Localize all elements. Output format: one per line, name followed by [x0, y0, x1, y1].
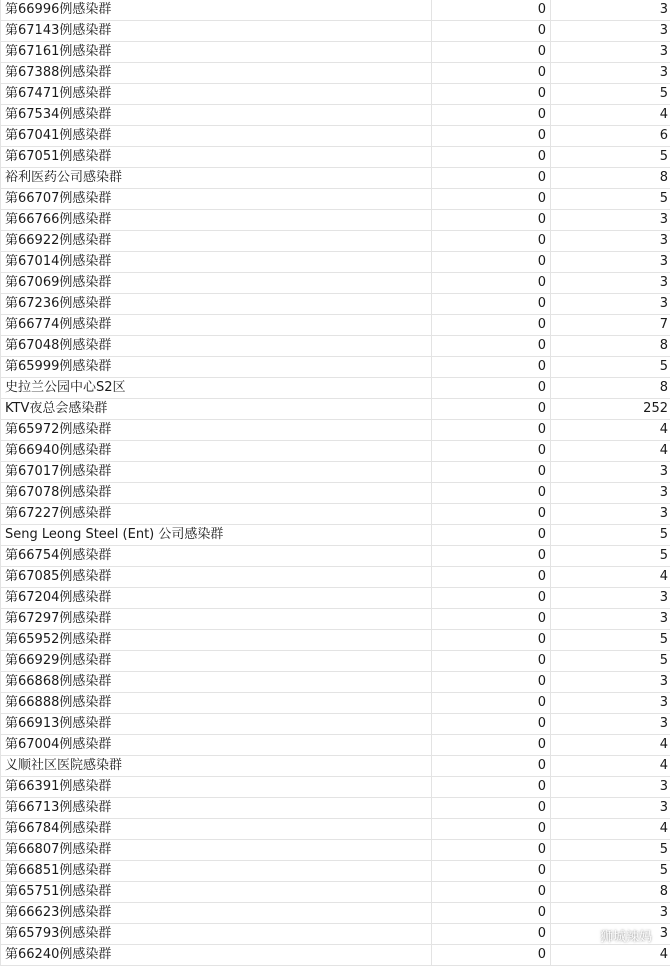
table-row — [1, 294, 670, 315]
table-row — [1, 357, 670, 378]
cluster-name-cell: 史拉兰公园中心S2区 — [1, 378, 432, 399]
value-a-cell: 0 — [432, 273, 551, 294]
value-b-cell: 5 — [551, 357, 670, 378]
table-row — [1, 378, 670, 399]
cluster-name-cell: 第67069例感染群 — [1, 273, 432, 294]
table-row — [1, 21, 670, 42]
table-row — [1, 189, 670, 210]
value-b-cell: 5 — [551, 546, 670, 567]
value-b-cell: 5 — [551, 630, 670, 651]
cluster-name-cell: 第67471例感染群 — [1, 84, 432, 105]
value-a-cell: 0 — [432, 252, 551, 273]
table-row — [1, 735, 670, 756]
value-a-cell: 0 — [432, 210, 551, 231]
cluster-name-cell: 第66851例感染群 — [1, 861, 432, 882]
value-b-cell: 6 — [551, 126, 670, 147]
cluster-name-cell: 第67143例感染群 — [1, 21, 432, 42]
cluster-name-cell: 义顺社区医院感染群 — [1, 756, 432, 777]
cluster-name-cell: 第66929例感染群 — [1, 651, 432, 672]
cluster-name-cell: 第65793例感染群 — [1, 924, 432, 945]
table-row — [1, 336, 670, 357]
cluster-name-cell: 第67014例感染群 — [1, 252, 432, 273]
value-a-cell: 0 — [432, 714, 551, 735]
cluster-name-cell: 第67227例感染群 — [1, 504, 432, 525]
value-b-cell: 3 — [551, 294, 670, 315]
cluster-name-cell: 第66996例感染群 — [1, 0, 432, 21]
value-b-cell: 8 — [551, 336, 670, 357]
value-a-cell: 0 — [432, 840, 551, 861]
value-b-cell: 5 — [551, 840, 670, 861]
value-a-cell: 0 — [432, 315, 551, 336]
value-b-cell: 3 — [551, 273, 670, 294]
table-row — [1, 231, 670, 252]
cluster-name-cell: 第67297例感染群 — [1, 609, 432, 630]
value-a-cell: 0 — [432, 546, 551, 567]
table-row — [1, 903, 670, 924]
table-row — [1, 609, 670, 630]
table-row — [1, 924, 670, 945]
watermark-text: 狮城辣妈 — [599, 930, 652, 945]
value-a-cell: 0 — [432, 189, 551, 210]
value-a-cell: 0 — [432, 420, 551, 441]
cluster-name-cell: 第67041例感染群 — [1, 126, 432, 147]
cluster-name-cell: 第67051例感染群 — [1, 147, 432, 168]
value-a-cell: 0 — [432, 735, 551, 756]
table-row — [1, 693, 670, 714]
cluster-name-cell: 第67534例感染群 — [1, 105, 432, 126]
value-b-cell: 5 — [551, 147, 670, 168]
value-b-cell: 4 — [551, 756, 670, 777]
value-a-cell: 0 — [432, 819, 551, 840]
table-row — [1, 672, 670, 693]
cluster-name-cell: 第66888例感染群 — [1, 693, 432, 714]
table-row — [1, 273, 670, 294]
cluster-name-cell: KTV夜总会感染群 — [1, 399, 432, 420]
value-a-cell: 0 — [432, 630, 551, 651]
cluster-name-cell: 第65952例感染群 — [1, 630, 432, 651]
value-b-cell: 4 — [551, 420, 670, 441]
value-a-cell: 0 — [432, 777, 551, 798]
value-b-cell: 3 — [551, 0, 670, 21]
cluster-name-cell: 第67004例感染群 — [1, 735, 432, 756]
cluster-name-cell: 第66784例感染群 — [1, 819, 432, 840]
table-row — [1, 504, 670, 525]
table-row — [1, 588, 670, 609]
table-row — [1, 63, 670, 84]
value-a-cell: 0 — [432, 378, 551, 399]
value-a-cell: 0 — [432, 651, 551, 672]
value-b-cell: 5 — [551, 651, 670, 672]
value-b-cell: 3 — [551, 714, 670, 735]
cluster-table-body — [1, 0, 670, 966]
value-a-cell: 0 — [432, 21, 551, 42]
value-b-cell: 5 — [551, 525, 670, 546]
value-b-cell: 8 — [551, 168, 670, 189]
value-b-cell: 3 — [551, 252, 670, 273]
value-a-cell: 0 — [432, 42, 551, 63]
value-a-cell: 0 — [432, 903, 551, 924]
value-b-cell: 4 — [551, 945, 670, 966]
cluster-name-cell: 第67078例感染群 — [1, 483, 432, 504]
value-a-cell: 0 — [432, 882, 551, 903]
value-a-cell: 0 — [432, 756, 551, 777]
cluster-name-cell: 第67085例感染群 — [1, 567, 432, 588]
value-a-cell: 0 — [432, 462, 551, 483]
value-a-cell: 0 — [432, 945, 551, 966]
table-row — [1, 546, 670, 567]
cluster-name-cell: 第66940例感染群 — [1, 441, 432, 462]
table-row — [1, 126, 670, 147]
value-b-cell: 3 — [551, 693, 670, 714]
value-b-cell: 3 — [551, 210, 670, 231]
table-row — [1, 882, 670, 903]
value-a-cell: 0 — [432, 672, 551, 693]
table-row — [1, 168, 670, 189]
cluster-name-cell: 第65972例感染群 — [1, 420, 432, 441]
value-b-cell: 5 — [551, 861, 670, 882]
cluster-name-cell: 第66713例感染群 — [1, 798, 432, 819]
table-row — [1, 861, 670, 882]
cluster-name-cell: 第65999例感染群 — [1, 357, 432, 378]
value-a-cell: 0 — [432, 231, 551, 252]
table-row — [1, 630, 670, 651]
table-row — [1, 0, 670, 21]
value-a-cell: 0 — [432, 84, 551, 105]
table-row — [1, 84, 670, 105]
value-b-cell: 3 — [551, 231, 670, 252]
cluster-name-cell: 第67388例感染群 — [1, 63, 432, 84]
value-b-cell: 3 — [551, 462, 670, 483]
cluster-name-cell: 第67017例感染群 — [1, 462, 432, 483]
value-b-cell: 252 — [551, 399, 670, 420]
cluster-name-cell: Seng Leong Steel (Ent) 公司感染群 — [1, 525, 432, 546]
value-a-cell: 0 — [432, 441, 551, 462]
value-b-cell: 3 — [551, 924, 670, 945]
value-a-cell: 0 — [432, 0, 551, 21]
value-b-cell: 4 — [551, 441, 670, 462]
value-a-cell: 0 — [432, 693, 551, 714]
table-row — [1, 252, 670, 273]
value-b-cell: 5 — [551, 84, 670, 105]
cluster-name-cell: 第66391例感染群 — [1, 777, 432, 798]
cluster-name-cell: 第66868例感染群 — [1, 672, 432, 693]
table-row — [1, 945, 670, 966]
cluster-name-cell: 第66922例感染群 — [1, 231, 432, 252]
table-row — [1, 651, 670, 672]
value-b-cell: 5 — [551, 189, 670, 210]
value-a-cell: 0 — [432, 504, 551, 525]
value-b-cell: 3 — [551, 483, 670, 504]
value-a-cell: 0 — [432, 609, 551, 630]
value-b-cell: 3 — [551, 777, 670, 798]
value-a-cell: 0 — [432, 147, 551, 168]
value-a-cell: 0 — [432, 483, 551, 504]
cluster-name-cell: 第66774例感染群 — [1, 315, 432, 336]
value-a-cell: 0 — [432, 399, 551, 420]
value-b-cell: 4 — [551, 567, 670, 588]
value-a-cell: 0 — [432, 567, 551, 588]
cluster-name-cell: 第67048例感染群 — [1, 336, 432, 357]
cluster-name-cell: 第67161例感染群 — [1, 42, 432, 63]
table-row — [1, 315, 670, 336]
value-a-cell: 0 — [432, 336, 551, 357]
value-a-cell: 0 — [432, 525, 551, 546]
table-row — [1, 714, 670, 735]
value-a-cell: 0 — [432, 168, 551, 189]
value-b-cell: 7 — [551, 315, 670, 336]
value-b-cell: 3 — [551, 504, 670, 525]
cluster-name-cell: 第67204例感染群 — [1, 588, 432, 609]
value-a-cell: 0 — [432, 924, 551, 945]
value-b-cell: 4 — [551, 819, 670, 840]
table-row — [1, 210, 670, 231]
table-row — [1, 819, 670, 840]
table-row — [1, 798, 670, 819]
cluster-name-cell: 裕利医药公司感染群 — [1, 168, 432, 189]
value-b-cell: 4 — [551, 105, 670, 126]
value-b-cell: 3 — [551, 672, 670, 693]
value-b-cell: 3 — [551, 588, 670, 609]
value-b-cell: 4 — [551, 735, 670, 756]
cluster-name-cell: 第67236例感染群 — [1, 294, 432, 315]
value-a-cell: 0 — [432, 588, 551, 609]
table-row — [1, 525, 670, 546]
value-b-cell: 8 — [551, 378, 670, 399]
cluster-name-cell: 第66913例感染群 — [1, 714, 432, 735]
value-a-cell: 0 — [432, 294, 551, 315]
table-row — [1, 567, 670, 588]
table-row — [1, 756, 670, 777]
cluster-name-cell: 第66766例感染群 — [1, 210, 432, 231]
table-row — [1, 147, 670, 168]
value-a-cell: 0 — [432, 861, 551, 882]
value-a-cell: 0 — [432, 357, 551, 378]
value-a-cell: 0 — [432, 105, 551, 126]
table-row — [1, 420, 670, 441]
value-a-cell: 0 — [432, 126, 551, 147]
table-row — [1, 483, 670, 504]
value-b-cell: 3 — [551, 63, 670, 84]
cluster-name-cell: 第66240例感染群 — [1, 945, 432, 966]
value-b-cell: 3 — [551, 903, 670, 924]
table-row — [1, 441, 670, 462]
value-b-cell: 8 — [551, 882, 670, 903]
cluster-name-cell: 第66754例感染群 — [1, 546, 432, 567]
value-b-cell: 3 — [551, 42, 670, 63]
value-b-cell: 3 — [551, 21, 670, 42]
cluster-name-cell: 第66623例感染群 — [1, 903, 432, 924]
table-row — [1, 777, 670, 798]
value-b-cell: 3 — [551, 798, 670, 819]
table-row — [1, 399, 670, 420]
table-row — [1, 42, 670, 63]
value-a-cell: 0 — [432, 63, 551, 84]
value-a-cell: 0 — [432, 798, 551, 819]
cluster-name-cell: 第66807例感染群 — [1, 840, 432, 861]
table-row — [1, 462, 670, 483]
table-row — [1, 840, 670, 861]
cluster-name-cell: 第65751例感染群 — [1, 882, 432, 903]
cluster-name-cell: 第66707例感染群 — [1, 189, 432, 210]
table-row — [1, 105, 670, 126]
value-b-cell: 3 — [551, 609, 670, 630]
